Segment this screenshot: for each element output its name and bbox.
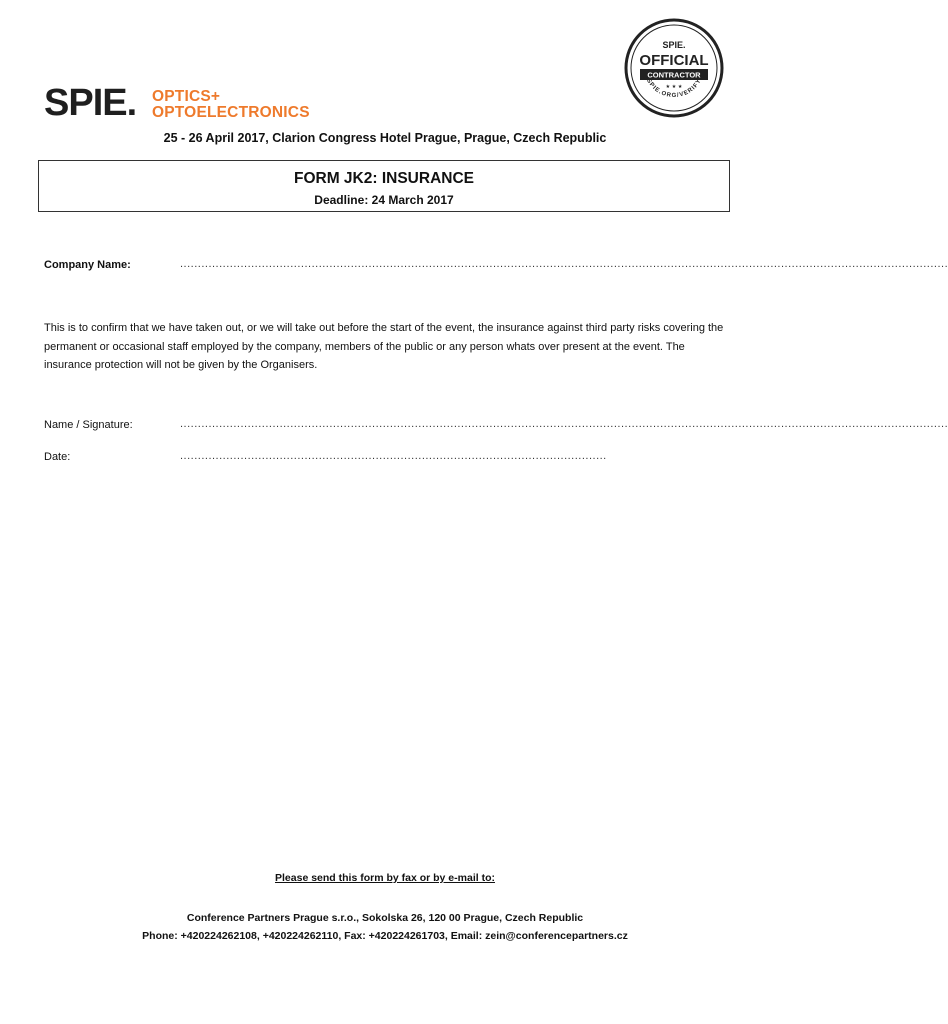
name-signature-label: Name / Signature:	[44, 419, 133, 431]
seal-brand: SPIE.	[662, 40, 686, 50]
name-signature-field[interactable]: ........................................................................................................................................................................................................................	[180, 418, 948, 430]
insurance-statement: This is to confirm that we have taken out, or we will take out before the start of the event, the insurance against third party risks covering the permanent or occasional staff employed by the company, members of the public or any person whats over present at the event. The insurance protection will not be given by the Organisers.	[44, 322, 724, 371]
seal-word-contractor: CONTRACTOR	[647, 70, 701, 80]
official-contractor-seal	[624, 18, 724, 118]
logo-spie: SPIE.	[44, 82, 137, 124]
logo-subtitle	[152, 89, 310, 121]
send-instructions: Please send this form by fax or by e-mail to:	[275, 872, 495, 884]
date-field[interactable]: ........................................................................................................................	[180, 450, 607, 462]
seal-stars: ★ ★ ★	[665, 84, 683, 90]
seal-word-official: OFFICIAL	[639, 52, 709, 69]
deadline: Deadline: 24 March 2017	[314, 193, 454, 207]
logo-line-optoelectronics: OPTOELECTRONICS	[152, 104, 310, 121]
seal-url: SPIE.ORG/VERIFY	[645, 77, 703, 100]
company-name-field[interactable]: ........................................................................................................................................................................................................................	[180, 258, 948, 270]
date-label: Date:	[44, 451, 71, 463]
contact-phone-email: Phone: +420224262108, +420224262110, Fax: +420224261703, Email: zein@conferencepartners.cz	[142, 930, 628, 942]
contact-address: Conference Partners Prague s.r.o., Sokolska 26, 120 00 Prague, Czech Republic	[186, 912, 584, 924]
event-details: 25 - 26 April 2017, Clarion Congress Hotel Prague, Prague, Czech Republic	[163, 131, 607, 145]
form-title: FORM JK2: INSURANCE	[294, 170, 474, 187]
form-title-box	[38, 160, 730, 212]
logo-line-optics: OPTICS+	[152, 88, 221, 105]
company-name-label: Company Name:	[44, 259, 131, 271]
